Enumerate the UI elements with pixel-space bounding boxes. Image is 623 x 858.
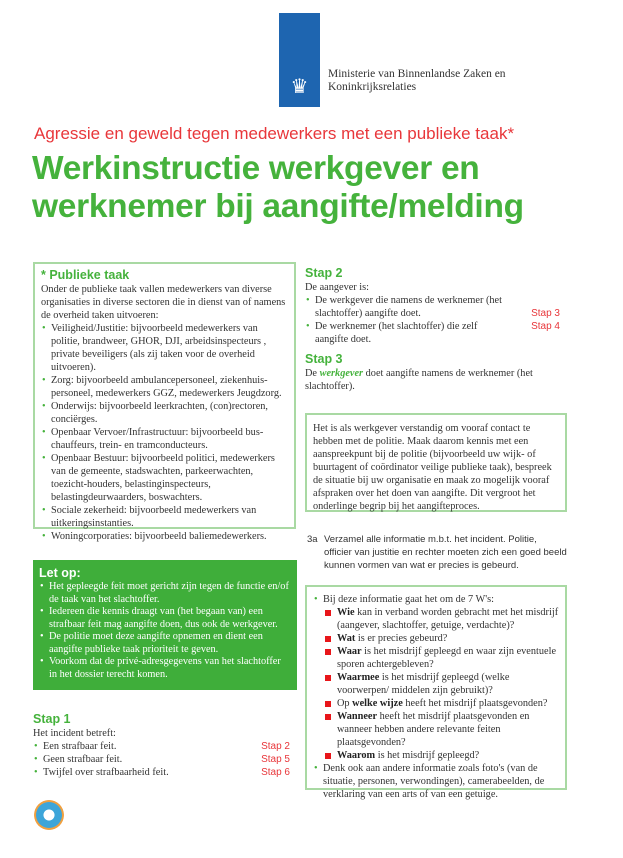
highlight: werkgever xyxy=(319,368,364,379)
step-3a xyxy=(307,533,567,572)
w-question xyxy=(313,710,559,749)
hand-logo-icon xyxy=(34,800,64,830)
list-item: • Openbaar Vervoer/Infrastructuur: bijvoorbeeld bus-chauffeurs, trein- en tramconducteurs. xyxy=(41,426,288,452)
tip-text: Het is als werkgever verstandig om vooraf contact te hebben met de politie. Maak daarom kennis met een aanspreekpunt bij de politie (bijvoorbeeld uw wijk- of buurtagent of coördinator veilige publieke taak), bespreek de situatie bij uw organisatie en maak zo mogelijk vooraf afspraken over het doen van aangifte. Dit vergroot het onderlinge begrip bij het aangifteproces. xyxy=(313,423,552,512)
list-item: • Iedereen die kennis draagt van (het begaan van) een strafbaar feit mag aangifte doen, dus ook de werkgever. xyxy=(39,606,291,631)
keyword: Waarom xyxy=(337,750,376,761)
text: heeft het misdrijf plaatsgevonden? xyxy=(402,698,548,709)
ministry-line-2: Koninkrijksrelaties xyxy=(328,81,417,93)
text: Op xyxy=(337,698,353,709)
keyword: Waarmee xyxy=(337,672,380,683)
text: is het misdrijf gepleegd? xyxy=(375,750,480,761)
keyword: Waar xyxy=(337,646,362,657)
sector-list xyxy=(41,322,288,543)
list-item: • Bij deze informatie gaat het om de 7 W's: xyxy=(313,593,559,606)
list-item: • Het gepleegde feit moet gericht zijn tegen de functie en/of de taak van het slachtoffer. xyxy=(39,581,291,606)
text: heeft het misdrijf plaatsgevonden en wanneer hebben andere relevante feiten plaatsgevonden? xyxy=(337,711,530,748)
step-text: Verzamel alle informatie m.b.t. het incident. Politie, officier van justitie en rechter moeten zich een goed beeld kunnen vormen van wat er precies is gebeurd. xyxy=(324,534,567,571)
w-question xyxy=(313,632,559,645)
stap-3-section xyxy=(305,352,560,393)
keyword: Wie xyxy=(337,607,355,618)
page-title xyxy=(32,150,524,226)
list-item: • Zorg: bijvoorbeeld ambulancepersoneel, ziekenhuis-personeel, medewerkers GGZ, medewerkers Jeugdzorg. xyxy=(41,374,288,400)
stap-3-text xyxy=(305,367,560,393)
list-item: • Openbaar Bestuur: bijvoorbeeld politici, medewerkers van de gemeente, stadswachten, parkeerwachten, toezicht-houders, belastinginspecteurs, belastingdeurwaarders, boswachters. xyxy=(41,452,288,504)
step-reference: Stap 5 xyxy=(261,754,290,765)
let-op-heading: Let op: xyxy=(39,566,81,580)
ministry-name xyxy=(328,68,506,94)
text: is er precies gebeurd? xyxy=(355,633,448,644)
seven-ws-list xyxy=(313,606,559,762)
tip-box xyxy=(305,413,567,512)
step-reference: Stap 6 xyxy=(261,767,290,778)
list-item xyxy=(305,294,560,320)
item-text: Twijfel over strafbaarheid feit. xyxy=(43,767,169,778)
text: De xyxy=(305,368,318,379)
step-reference: Stap 3 xyxy=(531,308,560,319)
w-question xyxy=(313,749,559,762)
keyword: Wanneer xyxy=(337,711,378,722)
stap-2-intro: De aangever is: xyxy=(305,282,370,293)
list-item: • Woningcorporaties: bijvoorbeeld baliemedewerkers. xyxy=(41,530,288,543)
step-reference: Stap 4 xyxy=(531,321,560,332)
step-reference: Stap 2 xyxy=(261,741,290,752)
subtitle: Agressie en geweld tegen medewerkers met een publieke taak* xyxy=(34,124,515,143)
list-item: • De politie moet deze aangifte opnemen en dient een aangifte publieke taak prioriteit te geven. xyxy=(39,631,291,656)
list-item: • Voorkom dat de privé-adresgegevens van het slachtoffer in het dossier terecht komen. xyxy=(39,656,291,681)
w-question xyxy=(313,671,559,697)
w-question xyxy=(313,606,559,632)
keyword: Wat xyxy=(337,633,356,644)
w-question xyxy=(313,697,559,710)
text: is het misdrijf gepleegd (welke voorwerpen/ middelen zijn gebruikt)? xyxy=(337,672,510,696)
text: is het misdrijf gepleegd en waar zijn eventuele sporen achtergebleven? xyxy=(337,646,557,670)
w-question xyxy=(313,645,559,671)
list-item: • Veiligheid/Justitie: bijvoorbeeld medewerkers van politie, brandweer, GHOR, DJI, arbeidsinspecteurs , private beveiligers (als zij taken voor de overheid uitvoeren). xyxy=(41,322,288,374)
stap-1-intro: Het incident betreft: xyxy=(33,728,116,739)
list-item xyxy=(33,753,290,766)
item-text: De werknemer (het slachtoffer) die zelf aangifte doet. xyxy=(315,321,478,345)
list-item xyxy=(305,320,560,346)
keyword: welke wijze xyxy=(352,698,403,709)
publieke-taak-heading: * Publieke taak xyxy=(41,268,130,282)
title-line-1: Werkinstructie werkgever en xyxy=(32,150,480,187)
item-text: Een strafbaar feit. xyxy=(43,741,117,752)
item-text: De werkgever die namens de werknemer (het slachtoffer) aangifte doet. xyxy=(315,295,502,319)
publieke-taak-box xyxy=(33,262,296,542)
crest-icon: ♛ xyxy=(290,76,309,98)
let-op-box xyxy=(33,560,297,690)
stap-2-section xyxy=(305,266,560,346)
title-line-2: werknemer bij aangifte/melding xyxy=(32,188,524,225)
text: doet aangifte namens de werknemer (het slachtoffer). xyxy=(305,368,533,392)
stap-3-heading: Stap 3 xyxy=(305,352,343,366)
publieke-taak-intro: Onder de publieke taak vallen medewerkers van diverse organisaties in diverse sectoren die in dienst van of namens de overheid taken uitvoeren: xyxy=(41,284,286,321)
list-item: • Sociale zekerheid: bijvoorbeeld medewerkers van uitkeringsinstanties. xyxy=(41,504,288,530)
item-text: Geen strafbaar feit. xyxy=(43,754,123,765)
step-number: 3a xyxy=(307,534,318,545)
seven-ws-box xyxy=(305,585,567,800)
list-item: • Denk ook aan andere informatie zoals foto's (van de situatie, personen, verwondingen), camerabeelden, de verklaring van een arts of van een getuige. xyxy=(313,762,559,801)
ministry-line-1: Ministerie van Binnenlandse Zaken en xyxy=(328,68,506,80)
list-item xyxy=(33,766,290,779)
stap-1-section xyxy=(33,712,290,779)
list-item: • Onderwijs: bijvoorbeeld leerkrachten, (con)rectoren, conciërges. xyxy=(41,400,288,426)
text: kan in verband worden gebracht met het misdrijf (aangever, slachtoffer, getuige, verdachte)? xyxy=(337,607,559,631)
stap-2-heading: Stap 2 xyxy=(305,266,343,280)
stap-1-heading: Stap 1 xyxy=(33,712,71,726)
list-item xyxy=(33,740,290,753)
